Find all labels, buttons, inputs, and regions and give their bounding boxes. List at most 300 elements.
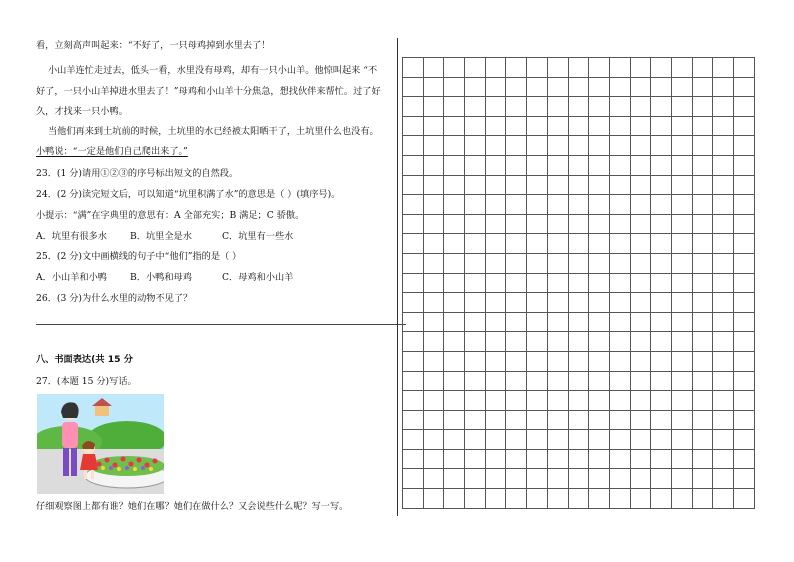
grid-cell[interactable] [734, 293, 755, 313]
grid-cell[interactable] [424, 215, 445, 235]
grid-cell[interactable] [734, 254, 755, 274]
grid-cell[interactable] [444, 293, 465, 313]
grid-cell[interactable] [672, 274, 693, 294]
grid-cell[interactable] [506, 117, 527, 137]
grid-cell[interactable] [403, 274, 424, 294]
grid-cell[interactable] [693, 411, 714, 431]
grid-cell[interactable] [589, 234, 610, 254]
grid-cell[interactable] [651, 97, 672, 117]
grid-cell[interactable] [444, 391, 465, 411]
grid-cell[interactable] [548, 293, 569, 313]
grid-cell[interactable] [444, 469, 465, 489]
grid-cell[interactable] [465, 156, 486, 176]
grid-cell[interactable] [465, 215, 486, 235]
grid-cell[interactable] [672, 215, 693, 235]
grid-cell[interactable] [506, 411, 527, 431]
grid-cell[interactable] [672, 176, 693, 196]
grid-cell[interactable] [589, 117, 610, 137]
grid-cell[interactable] [527, 58, 548, 78]
grid-cell[interactable] [486, 372, 507, 392]
grid-cell[interactable] [548, 372, 569, 392]
grid-cell[interactable] [672, 156, 693, 176]
grid-cell[interactable] [734, 411, 755, 431]
grid-cell[interactable] [734, 352, 755, 372]
grid-cell[interactable] [672, 117, 693, 137]
grid-cell[interactable] [527, 372, 548, 392]
grid-cell[interactable] [486, 293, 507, 313]
grid-cell[interactable] [506, 254, 527, 274]
grid-cell[interactable] [672, 136, 693, 156]
grid-cell[interactable] [610, 489, 631, 509]
grid-cell[interactable] [486, 430, 507, 450]
grid-cell[interactable] [424, 97, 445, 117]
grid-cell[interactable] [610, 450, 631, 470]
grid-cell[interactable] [610, 195, 631, 215]
grid-cell[interactable] [506, 352, 527, 372]
grid-cell[interactable] [424, 195, 445, 215]
grid-cell[interactable] [548, 117, 569, 137]
grid-cell[interactable] [506, 58, 527, 78]
grid-cell[interactable] [589, 136, 610, 156]
grid-cell[interactable] [548, 450, 569, 470]
grid-cell[interactable] [444, 411, 465, 431]
grid-cell[interactable] [548, 274, 569, 294]
grid-cell[interactable] [651, 195, 672, 215]
grid-cell[interactable] [486, 156, 507, 176]
grid-cell[interactable] [693, 293, 714, 313]
grid-cell[interactable] [631, 136, 652, 156]
grid-cell[interactable] [693, 215, 714, 235]
grid-cell[interactable] [610, 372, 631, 392]
grid-cell[interactable] [465, 313, 486, 333]
grid-cell[interactable] [548, 352, 569, 372]
grid-cell[interactable] [569, 58, 590, 78]
grid-cell[interactable] [589, 332, 610, 352]
grid-cell[interactable] [672, 372, 693, 392]
grid-cell[interactable] [631, 372, 652, 392]
grid-cell[interactable] [486, 332, 507, 352]
grid-cell[interactable] [610, 117, 631, 137]
grid-cell[interactable] [589, 293, 610, 313]
grid-cell[interactable] [693, 254, 714, 274]
grid-cell[interactable] [569, 489, 590, 509]
grid-cell[interactable] [693, 78, 714, 98]
grid-cell[interactable] [403, 156, 424, 176]
grid-cell[interactable] [734, 430, 755, 450]
grid-cell[interactable] [403, 332, 424, 352]
grid-cell[interactable] [403, 391, 424, 411]
grid-cell[interactable] [424, 450, 445, 470]
grid-cell[interactable] [589, 78, 610, 98]
grid-cell[interactable] [465, 489, 486, 509]
grid-cell[interactable] [651, 372, 672, 392]
grid-cell[interactable] [651, 176, 672, 196]
grid-cell[interactable] [486, 254, 507, 274]
grid-cell[interactable] [672, 391, 693, 411]
grid-cell[interactable] [589, 411, 610, 431]
grid-cell[interactable] [527, 176, 548, 196]
grid-cell[interactable] [444, 58, 465, 78]
grid-cell[interactable] [651, 58, 672, 78]
grid-cell[interactable] [631, 234, 652, 254]
grid-cell[interactable] [548, 136, 569, 156]
grid-cell[interactable] [693, 58, 714, 78]
grid-cell[interactable] [631, 391, 652, 411]
writing-grid[interactable] [402, 57, 755, 509]
grid-cell[interactable] [486, 215, 507, 235]
grid-cell[interactable] [465, 450, 486, 470]
grid-cell[interactable] [589, 489, 610, 509]
grid-cell[interactable] [610, 293, 631, 313]
grid-cell[interactable] [486, 411, 507, 431]
grid-cell[interactable] [610, 176, 631, 196]
grid-cell[interactable] [548, 332, 569, 352]
grid-cell[interactable] [610, 352, 631, 372]
grid-cell[interactable] [424, 254, 445, 274]
grid-cell[interactable] [651, 274, 672, 294]
grid-cell[interactable] [403, 78, 424, 98]
grid-cell[interactable] [444, 215, 465, 235]
grid-cell[interactable] [713, 274, 734, 294]
grid-cell[interactable] [672, 78, 693, 98]
grid-cell[interactable] [548, 254, 569, 274]
grid-cell[interactable] [631, 450, 652, 470]
grid-cell[interactable] [610, 156, 631, 176]
grid-cell[interactable] [610, 430, 631, 450]
grid-cell[interactable] [672, 489, 693, 509]
grid-cell[interactable] [589, 156, 610, 176]
grid-cell[interactable] [589, 391, 610, 411]
grid-cell[interactable] [424, 430, 445, 450]
grid-cell[interactable] [672, 450, 693, 470]
grid-cell[interactable] [403, 176, 424, 196]
grid-cell[interactable] [713, 234, 734, 254]
grid-cell[interactable] [569, 215, 590, 235]
grid-cell[interactable] [548, 215, 569, 235]
grid-cell[interactable] [651, 332, 672, 352]
grid-cell[interactable] [569, 156, 590, 176]
grid-cell[interactable] [569, 274, 590, 294]
grid-cell[interactable] [631, 489, 652, 509]
grid-cell[interactable] [672, 469, 693, 489]
grid-cell[interactable] [589, 469, 610, 489]
grid-cell[interactable] [610, 78, 631, 98]
grid-cell[interactable] [610, 332, 631, 352]
grid-cell[interactable] [424, 313, 445, 333]
grid-cell[interactable] [548, 58, 569, 78]
grid-cell[interactable] [506, 469, 527, 489]
grid-cell[interactable] [569, 136, 590, 156]
grid-cell[interactable] [651, 489, 672, 509]
grid-cell[interactable] [631, 78, 652, 98]
grid-cell[interactable] [403, 136, 424, 156]
grid-cell[interactable] [527, 97, 548, 117]
grid-cell[interactable] [465, 372, 486, 392]
grid-cell[interactable] [610, 215, 631, 235]
grid-cell[interactable] [548, 176, 569, 196]
grid-cell[interactable] [589, 195, 610, 215]
grid-cell[interactable] [569, 195, 590, 215]
grid-cell[interactable] [403, 372, 424, 392]
grid-cell[interactable] [713, 313, 734, 333]
grid-cell[interactable] [631, 254, 652, 274]
grid-cell[interactable] [569, 97, 590, 117]
grid-cell[interactable] [424, 332, 445, 352]
grid-cell[interactable] [444, 176, 465, 196]
grid-cell[interactable] [651, 78, 672, 98]
grid-cell[interactable] [734, 117, 755, 137]
grid-cell[interactable] [424, 78, 445, 98]
grid-cell[interactable] [465, 234, 486, 254]
grid-cell[interactable] [548, 469, 569, 489]
grid-cell[interactable] [569, 293, 590, 313]
grid-cell[interactable] [569, 313, 590, 333]
grid-cell[interactable] [506, 136, 527, 156]
grid-cell[interactable] [527, 489, 548, 509]
grid-cell[interactable] [569, 254, 590, 274]
grid-cell[interactable] [713, 176, 734, 196]
grid-cell[interactable] [403, 469, 424, 489]
grid-cell[interactable] [506, 372, 527, 392]
grid-cell[interactable] [527, 313, 548, 333]
grid-cell[interactable] [486, 58, 507, 78]
grid-cell[interactable] [631, 117, 652, 137]
grid-cell[interactable] [610, 313, 631, 333]
grid-cell[interactable] [465, 136, 486, 156]
grid-cell[interactable] [713, 195, 734, 215]
grid-cell[interactable] [403, 97, 424, 117]
grid-cell[interactable] [444, 274, 465, 294]
grid-cell[interactable] [527, 234, 548, 254]
grid-cell[interactable] [527, 78, 548, 98]
grid-cell[interactable] [713, 97, 734, 117]
grid-cell[interactable] [693, 176, 714, 196]
grid-cell[interactable] [631, 215, 652, 235]
grid-cell[interactable] [465, 97, 486, 117]
grid-cell[interactable] [506, 450, 527, 470]
grid-cell[interactable] [465, 274, 486, 294]
grid-cell[interactable] [651, 215, 672, 235]
grid-cell[interactable] [486, 469, 507, 489]
grid-cell[interactable] [693, 352, 714, 372]
grid-cell[interactable] [424, 352, 445, 372]
grid-cell[interactable] [465, 176, 486, 196]
grid-cell[interactable] [631, 58, 652, 78]
grid-cell[interactable] [672, 313, 693, 333]
grid-cell[interactable] [465, 293, 486, 313]
grid-cell[interactable] [589, 313, 610, 333]
grid-cell[interactable] [527, 469, 548, 489]
grid-cell[interactable] [486, 136, 507, 156]
grid-cell[interactable] [444, 78, 465, 98]
grid-cell[interactable] [548, 234, 569, 254]
grid-cell[interactable] [589, 274, 610, 294]
grid-cell[interactable] [734, 78, 755, 98]
grid-cell[interactable] [713, 450, 734, 470]
grid-cell[interactable] [651, 117, 672, 137]
grid-cell[interactable] [465, 430, 486, 450]
grid-cell[interactable] [589, 372, 610, 392]
grid-cell[interactable] [651, 293, 672, 313]
grid-cell[interactable] [672, 293, 693, 313]
grid-cell[interactable] [548, 430, 569, 450]
grid-cell[interactable] [444, 313, 465, 333]
grid-cell[interactable] [672, 332, 693, 352]
grid-cell[interactable] [486, 450, 507, 470]
grid-cell[interactable] [631, 293, 652, 313]
grid-cell[interactable] [610, 234, 631, 254]
grid-cell[interactable] [424, 274, 445, 294]
grid-cell[interactable] [506, 176, 527, 196]
grid-cell[interactable] [444, 489, 465, 509]
grid-cell[interactable] [506, 332, 527, 352]
grid-cell[interactable] [548, 195, 569, 215]
grid-cell[interactable] [672, 195, 693, 215]
grid-cell[interactable] [713, 156, 734, 176]
grid-cell[interactable] [589, 176, 610, 196]
grid-cell[interactable] [424, 293, 445, 313]
grid-cell[interactable] [631, 332, 652, 352]
grid-cell[interactable] [403, 254, 424, 274]
grid-cell[interactable] [631, 274, 652, 294]
grid-cell[interactable] [444, 430, 465, 450]
grid-cell[interactable] [569, 469, 590, 489]
grid-cell[interactable] [569, 430, 590, 450]
grid-cell[interactable] [486, 117, 507, 137]
grid-cell[interactable] [527, 136, 548, 156]
grid-cell[interactable] [631, 352, 652, 372]
grid-cell[interactable] [465, 469, 486, 489]
grid-cell[interactable] [527, 274, 548, 294]
grid-cell[interactable] [589, 215, 610, 235]
grid-cell[interactable] [693, 332, 714, 352]
grid-cell[interactable] [610, 58, 631, 78]
grid-cell[interactable] [589, 58, 610, 78]
grid-cell[interactable] [506, 195, 527, 215]
grid-cell[interactable] [444, 117, 465, 137]
grid-cell[interactable] [424, 58, 445, 78]
grid-cell[interactable] [403, 58, 424, 78]
grid-cell[interactable] [424, 234, 445, 254]
grid-cell[interactable] [693, 136, 714, 156]
grid-cell[interactable] [486, 391, 507, 411]
grid-cell[interactable] [610, 411, 631, 431]
grid-cell[interactable] [486, 97, 507, 117]
grid-cell[interactable] [444, 156, 465, 176]
grid-cell[interactable] [465, 78, 486, 98]
grid-cell[interactable] [424, 176, 445, 196]
grid-cell[interactable] [713, 293, 734, 313]
grid-cell[interactable] [713, 78, 734, 98]
grid-cell[interactable] [506, 156, 527, 176]
grid-cell[interactable] [651, 411, 672, 431]
grid-cell[interactable] [610, 97, 631, 117]
grid-cell[interactable] [713, 352, 734, 372]
grid-cell[interactable] [672, 411, 693, 431]
grid-cell[interactable] [672, 430, 693, 450]
grid-cell[interactable] [672, 254, 693, 274]
grid-cell[interactable] [734, 469, 755, 489]
grid-cell[interactable] [506, 215, 527, 235]
grid-cell[interactable] [693, 391, 714, 411]
grid-cell[interactable] [651, 156, 672, 176]
grid-cell[interactable] [734, 215, 755, 235]
grid-cell[interactable] [631, 97, 652, 117]
grid-cell[interactable] [465, 352, 486, 372]
grid-cell[interactable] [693, 274, 714, 294]
grid-cell[interactable] [548, 391, 569, 411]
grid-cell[interactable] [651, 254, 672, 274]
grid-cell[interactable] [569, 117, 590, 137]
grid-cell[interactable] [444, 136, 465, 156]
grid-cell[interactable] [424, 156, 445, 176]
grid-cell[interactable] [403, 430, 424, 450]
grid-cell[interactable] [569, 450, 590, 470]
grid-cell[interactable] [651, 450, 672, 470]
grid-cell[interactable] [486, 313, 507, 333]
grid-cell[interactable] [569, 234, 590, 254]
grid-cell[interactable] [651, 469, 672, 489]
grid-cell[interactable] [444, 372, 465, 392]
grid-cell[interactable] [713, 254, 734, 274]
grid-cell[interactable] [403, 234, 424, 254]
grid-cell[interactable] [486, 352, 507, 372]
grid-cell[interactable] [527, 293, 548, 313]
grid-cell[interactable] [403, 195, 424, 215]
grid-cell[interactable] [444, 450, 465, 470]
grid-cell[interactable] [424, 117, 445, 137]
grid-cell[interactable] [713, 469, 734, 489]
grid-cell[interactable] [693, 156, 714, 176]
grid-cell[interactable] [631, 176, 652, 196]
grid-cell[interactable] [444, 254, 465, 274]
grid-cell[interactable] [734, 176, 755, 196]
grid-cell[interactable] [651, 430, 672, 450]
grid-cell[interactable] [527, 450, 548, 470]
grid-cell[interactable] [713, 215, 734, 235]
grid-cell[interactable] [506, 97, 527, 117]
grid-cell[interactable] [506, 430, 527, 450]
grid-cell[interactable] [527, 117, 548, 137]
grid-cell[interactable] [734, 234, 755, 254]
grid-cell[interactable] [734, 313, 755, 333]
grid-cell[interactable] [734, 489, 755, 509]
grid-cell[interactable] [444, 352, 465, 372]
grid-cell[interactable] [403, 117, 424, 137]
grid-cell[interactable] [693, 117, 714, 137]
grid-cell[interactable] [734, 274, 755, 294]
grid-cell[interactable] [548, 97, 569, 117]
grid-cell[interactable] [486, 274, 507, 294]
grid-cell[interactable] [403, 352, 424, 372]
grid-cell[interactable] [713, 489, 734, 509]
grid-cell[interactable] [465, 58, 486, 78]
grid-cell[interactable] [527, 215, 548, 235]
grid-cell[interactable] [734, 58, 755, 78]
grid-cell[interactable] [672, 352, 693, 372]
grid-cell[interactable] [403, 313, 424, 333]
grid-cell[interactable] [548, 411, 569, 431]
grid-cell[interactable] [734, 156, 755, 176]
grid-cell[interactable] [672, 97, 693, 117]
grid-cell[interactable] [713, 136, 734, 156]
grid-cell[interactable] [444, 97, 465, 117]
grid-cell[interactable] [403, 450, 424, 470]
grid-cell[interactable] [569, 352, 590, 372]
grid-cell[interactable] [631, 195, 652, 215]
grid-cell[interactable] [693, 372, 714, 392]
grid-cell[interactable] [465, 411, 486, 431]
